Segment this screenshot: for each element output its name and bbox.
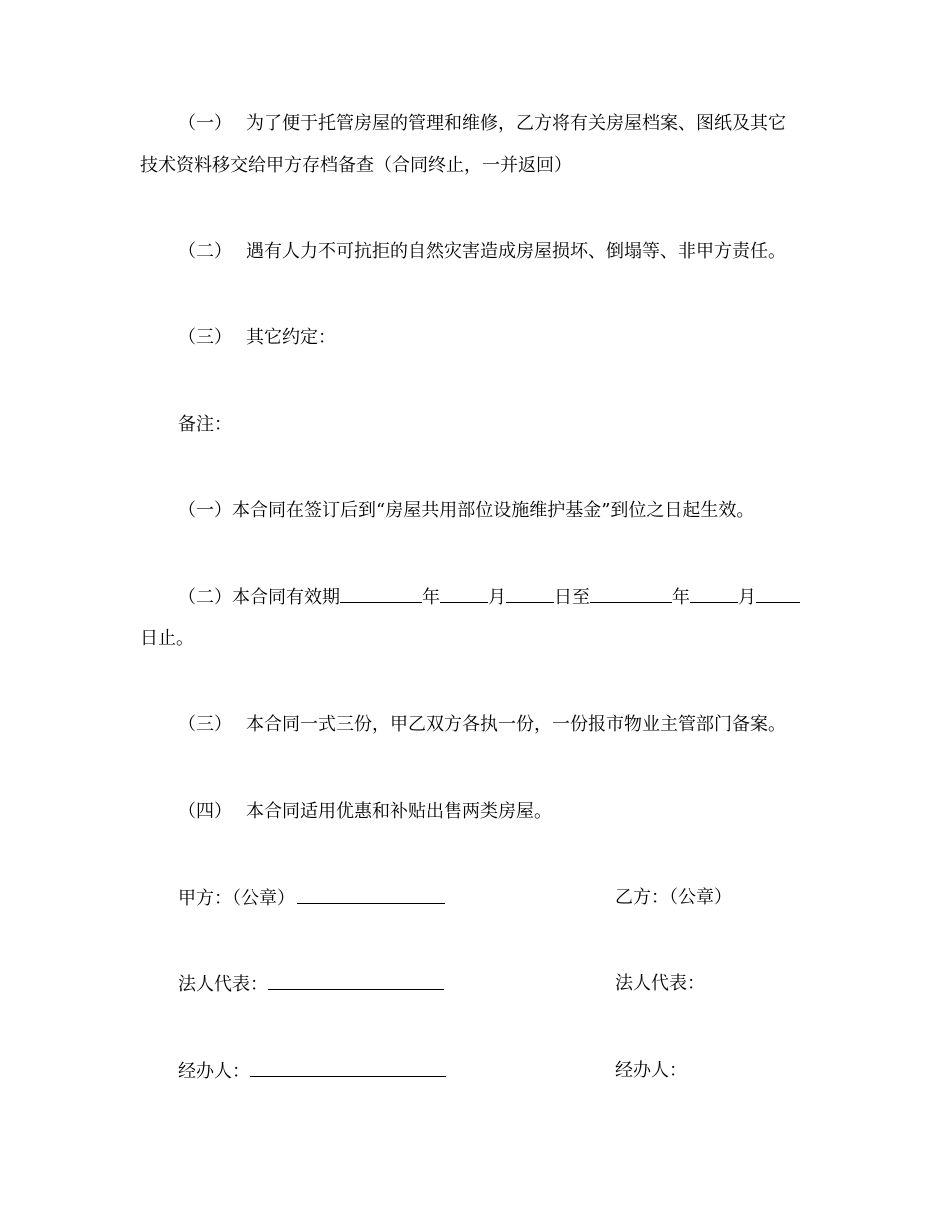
handler-a-label: 经办人： (178, 1061, 250, 1082)
blank-end-month[interactable] (690, 584, 738, 603)
handler-a-blank[interactable] (250, 1058, 446, 1077)
notes-title: 备注： (178, 414, 232, 435)
clause-1-line-2 (140, 153, 572, 179)
legal-rep-b-label: 法人代表： (615, 973, 705, 994)
handler-a (178, 1058, 446, 1085)
blank-start-year[interactable] (340, 584, 422, 603)
note-2-day-to: 日至 (554, 587, 590, 608)
blank-end-day[interactable] (756, 584, 800, 603)
clause-2 (178, 239, 786, 265)
clause-3 (178, 325, 336, 351)
note-4-label: （四） (178, 801, 232, 822)
clause-1-text-line1: 为了便于托管房屋的管理和维修，乙方将有关房屋档案、图纸及其它 (246, 113, 786, 134)
clause-1-label: （一） (178, 113, 232, 134)
handler-b-label: 经办人： (615, 1060, 687, 1081)
note-4-text: 本合同适用优惠和补贴出售两类房屋。 (246, 801, 552, 822)
note-2-month2: 月 (738, 587, 756, 608)
party-a-label: 甲方：（公章） (178, 888, 295, 909)
note-2-year1: 年 (422, 587, 440, 608)
note-2-prefix: （二）本合同有效期 (178, 587, 340, 608)
clause-2-text: 遇有人力不可抗拒的自然灾害造成房屋损坏、倒塌等、非甲方责任。 (246, 241, 786, 262)
legal-rep-a-blank[interactable] (268, 971, 444, 990)
legal-rep-a-label: 法人代表： (178, 974, 268, 995)
clause-2-label: （二） (178, 241, 232, 262)
note-1: （一）本合同在签订后到“房屋共用部位设施维护基金”到位之日起生效。 (178, 500, 755, 521)
blank-start-day[interactable] (506, 584, 554, 603)
clause-1-line-1 (178, 111, 786, 137)
note-3-label: （三） (178, 714, 232, 735)
note-2-line-2: 日止。 (140, 628, 194, 649)
clause-3-label: （三） (178, 327, 232, 348)
party-a-blank[interactable] (297, 885, 445, 904)
note-3 (178, 712, 786, 738)
party-b-label: 乙方：（公章） (615, 887, 732, 908)
note-2-year2: 年 (672, 587, 690, 608)
clause-3-text: 其它约定： (246, 327, 336, 348)
note-3-text: 本合同一式三份，甲乙双方各执一份，一份报市物业主管部门备案。 (246, 714, 786, 735)
legal-rep-a (178, 971, 444, 998)
note-2-line-1 (178, 584, 800, 611)
party-a-seal (178, 885, 445, 912)
note-2-month1: 月 (488, 587, 506, 608)
note-4 (178, 799, 552, 825)
blank-start-month[interactable] (440, 584, 488, 603)
clause-1-text-line2: 技术资料移交给甲方存档备查（合同终止，一并返回） (140, 155, 572, 176)
blank-end-year[interactable] (590, 584, 672, 603)
